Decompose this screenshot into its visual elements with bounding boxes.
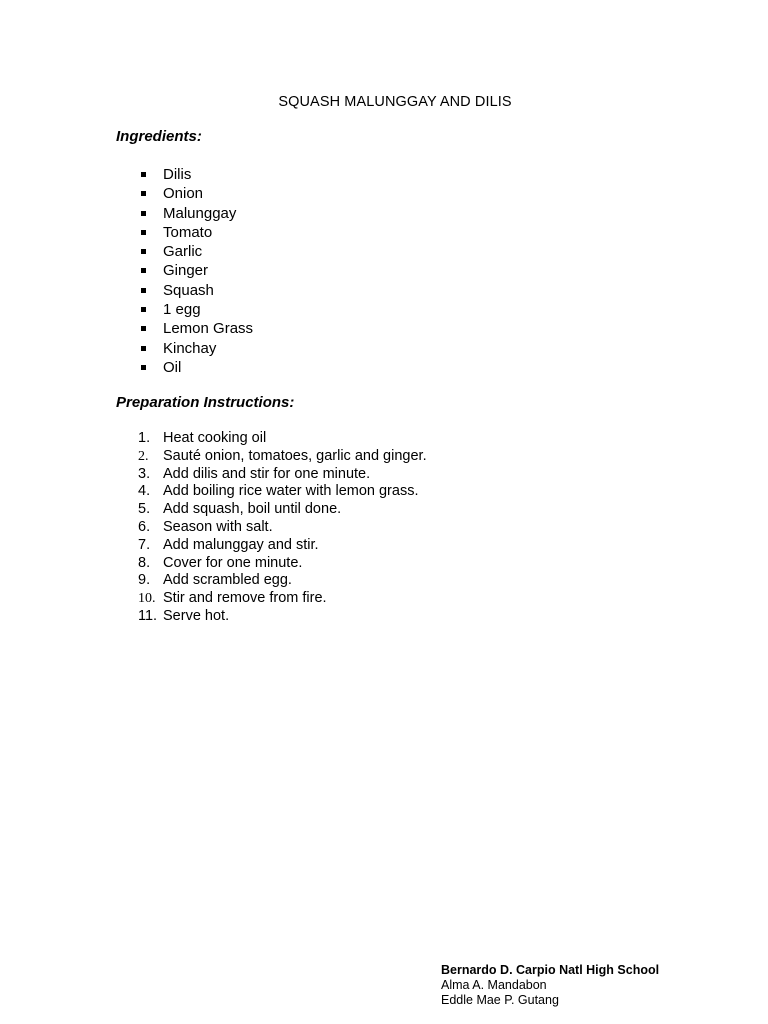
step-text: Add dilis and stir for one minute. [163, 465, 371, 482]
step-text: Add squash, boil until done. [163, 501, 342, 518]
square-bullet-icon [141, 249, 146, 254]
step-text: Stir and remove from fire. [163, 590, 327, 607]
step-text: Sauté onion, tomatoes, garlic and ginger. [163, 447, 427, 464]
step-number: 5. [138, 501, 151, 518]
ingredients-heading: Ingredients: [116, 128, 202, 145]
step-number: 11. [138, 607, 158, 624]
square-bullet-icon [141, 191, 146, 196]
step-number: 1. [138, 430, 151, 446]
square-bullet-icon [141, 346, 146, 351]
footer-credits [441, 963, 659, 1008]
step-number: 3. [138, 465, 151, 482]
step-text: Add boiling rice water with lemon grass. [163, 483, 419, 500]
author-name: Alma A. Mandabon [441, 978, 547, 992]
step-text: Heat cooking oil [163, 430, 267, 446]
step-text: Serve hot. [163, 607, 230, 624]
step-text: Cover for one minute. [163, 554, 303, 571]
square-bullet-icon [141, 326, 146, 331]
page-title: SQUASH MALUNGGAY AND DILIS [278, 94, 512, 110]
square-bullet-icon [141, 172, 146, 177]
square-bullet-icon [141, 307, 146, 312]
step-number: 6. [138, 518, 151, 535]
square-bullet-icon [141, 365, 146, 370]
square-bullet-icon [141, 211, 146, 216]
author-name: Eddle Mae P. Gutang [441, 993, 559, 1007]
square-bullet-icon [141, 230, 146, 235]
step-number: 2. [138, 448, 149, 464]
step-number: 9. [138, 572, 151, 589]
step-text: Season with salt. [163, 518, 273, 535]
step-number: 7. [138, 536, 151, 553]
step-number: 4. [138, 483, 151, 500]
square-bullet-icon [141, 288, 146, 293]
step-text: Add malunggay and stir. [163, 536, 319, 553]
school-name: Bernardo D. Carpio Natl High School [441, 963, 660, 977]
instructions-heading: Preparation Instructions: [116, 394, 295, 411]
step-text: Add scrambled egg. [163, 572, 292, 589]
square-bullet-icon [141, 268, 146, 273]
step-number: 10. [138, 591, 156, 607]
step-number: 8. [138, 554, 151, 571]
